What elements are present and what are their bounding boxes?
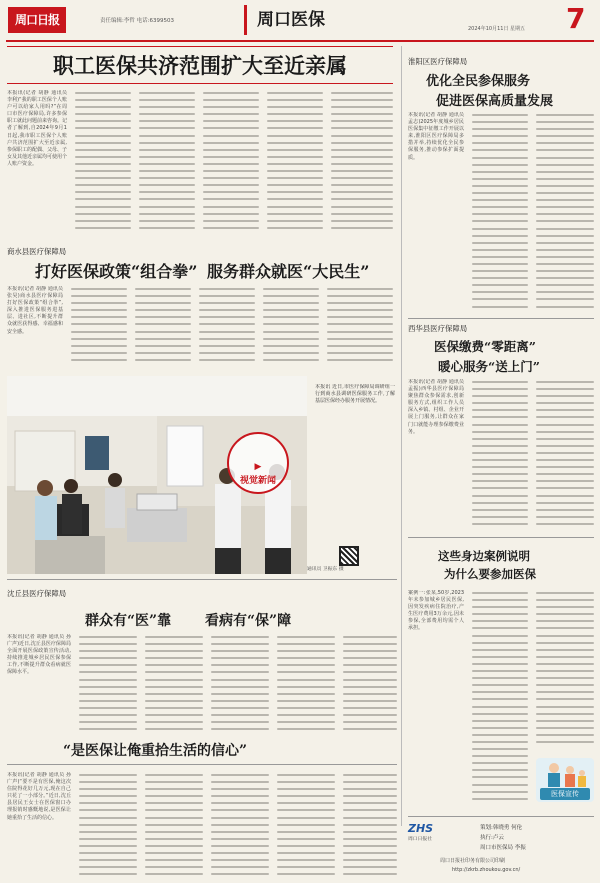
main-article	[7, 46, 397, 242]
main-text-col-2	[75, 92, 131, 238]
masthead-rule	[6, 40, 594, 42]
page-title-bar	[244, 5, 340, 35]
main-lead: 本报讯(记者 胡静 通讯员 李利)“我的职工医保个人账户可以给家人用吗?”在周口市医疗保障局,许多参保职工就此问题前来咨询。记者了解到,自2024年9月1日起,我市职工医保个人账户共济范围扩大至近亲属,参保职工的配偶、父母、子女及其他近亲属均可使用个人账户资金。	[7, 90, 67, 167]
photo-credit: 通讯员 卫振东 摄	[307, 567, 344, 572]
issue-date: 2024年10月11日 星期五	[468, 26, 526, 32]
xihua-dept: 西华县医疗保障局	[408, 324, 468, 333]
news-photo	[7, 376, 307, 574]
video-news-badge[interactable]	[227, 432, 289, 494]
shangshui-title-1: 打好医保政策“组合拳”	[35, 262, 198, 281]
shangshui-text-col-6	[327, 288, 393, 368]
footer-copy-line: 周口市医保局 李振	[480, 845, 526, 851]
main-text-col-4	[203, 92, 259, 238]
footer-box	[408, 816, 594, 878]
main-title-box	[7, 46, 393, 84]
faith-text-col-5	[277, 774, 335, 878]
xihua-title-2: 暖心服务“送上门”	[438, 359, 540, 374]
page-number: 7	[566, 2, 586, 35]
huaiyang-article	[408, 56, 594, 314]
newspaper-logo: 周口日报	[8, 7, 66, 33]
footer-org: 周口日报社	[408, 837, 432, 842]
faith-text-col-4	[211, 774, 269, 878]
faith-text-col-3	[145, 774, 203, 878]
huaiyang-title-1: 优化全民参保服务	[426, 74, 531, 89]
footer-logo	[408, 823, 454, 843]
shenqiu-text-col-4	[211, 636, 269, 736]
huaiyang-lead: 本报讯(记者 胡静 通讯员 孟志)2025年度城乡居民医保集中征缴工作开展以来,淮阳区医疗保障局多措并举,持续优化全民参保服务,推动参保扩面提质。	[408, 112, 464, 161]
column-divider	[401, 46, 402, 826]
cases-text-col-3	[536, 592, 594, 752]
footer-editor-line: 策划:韩晓勇 何伦	[480, 825, 523, 831]
huaiyang-title-2: 促进医保高质量发展	[436, 94, 554, 109]
footer-proof-line: 执行:卢云	[480, 835, 504, 841]
editor-info: 责任编辑:李哲 电话:6399503	[100, 18, 174, 24]
shenqiu-title-1: 群众有“医”靠	[85, 613, 172, 629]
faith-text-col-2	[79, 774, 137, 878]
section-rule-cases	[408, 537, 594, 538]
shenqiu-lead: 本报讯(记者 胡静 通讯员 孙广声)近日,沈丘县医疗保障局全面开展医保政策宣传活动,持续推进城乡居民医保参保工作,不断提升群众看病就医保障水平。	[7, 634, 71, 676]
shenqiu-text-col-2	[79, 636, 137, 736]
main-text-col-3	[139, 92, 195, 238]
shenqiu-text-col-3	[145, 636, 203, 736]
main-text-col-6	[331, 92, 393, 238]
shangshui-title-2: 服务群众就医“大民生”	[207, 262, 370, 281]
shangshui-text-col-5	[263, 288, 319, 368]
shangshui-text-col-2	[71, 288, 127, 368]
section-rule-shenqiu	[7, 579, 397, 580]
shangshui-article	[7, 246, 397, 574]
faith-article	[7, 740, 397, 880]
shenqiu-text-col-6	[343, 636, 397, 736]
huaiyang-dept: 淮阳区医疗保障局	[408, 57, 468, 66]
family-illustration-icon	[536, 758, 594, 788]
shenqiu-article	[7, 588, 397, 738]
main-text-col-5	[267, 92, 323, 238]
shenqiu-text-col-5	[277, 636, 335, 736]
page-title: 周口医保	[257, 10, 325, 30]
faith-text-col-6	[343, 774, 397, 878]
faith-title: “是医保让俺重拾生活的信心”	[63, 743, 248, 759]
xihua-text-col-2	[472, 381, 528, 531]
huaiyang-text-col-3	[536, 114, 594, 312]
footer-logo-mark: ZHS	[408, 822, 434, 835]
xihua-title-1: 医保缴费“零距离”	[434, 339, 536, 354]
xihua-text-col-3	[536, 381, 594, 531]
shenqiu-dept: 沈丘县医疗保障局	[7, 589, 67, 598]
cases-title-2: 为什么要参加医保	[444, 567, 536, 581]
shangshui-text-col-3	[135, 288, 191, 368]
cases-lead: 案例一:张某,50岁,2023年未参加城乡居民医保,因突发疾病住院治疗,产生医疗费用3万余元,因未参保,全部费用均需个人承担。	[408, 590, 464, 632]
main-title: 职工医保共济范围扩大至近亲属	[53, 53, 347, 78]
footer-press: 周口日报社印务有限公司印刷	[440, 858, 506, 864]
footer-url[interactable]: http://zkrb.zhoukou.gov.cn/	[452, 867, 521, 873]
masthead	[0, 0, 600, 40]
faith-lead: 本报讯(记者 胡静 通讯员 孙广声)“要不是有医保,俺这次住院得花好几万元,现在自己只花了一小部分。”近日,沈丘县居民王女士在医保窗口办理报销时感慨地说,是医保让她重拾了生活的信心。	[7, 772, 71, 821]
cases-text-col-2	[472, 592, 528, 808]
xihua-article	[408, 323, 594, 533]
play-icon: ▶	[254, 462, 262, 472]
section-rule-xihua	[408, 318, 594, 319]
shangshui-text-col-4	[199, 288, 255, 368]
medical-insurance-promo-badge	[536, 758, 594, 802]
shangshui-lead: 本报讯(记者 胡静 通讯员 张昊)商水县医疗保障局打好医保政策“组合拳”,深入推进医保服务进基层、进社区,不断提升群众就医获得感、幸福感和安全感。	[7, 286, 63, 335]
faith-title-rule	[7, 764, 397, 765]
cases-title-1: 这些身边案例说明	[438, 549, 530, 563]
cases-article	[408, 542, 594, 812]
xihua-lead: 本报讯(记者 胡静 通讯员 孟振)西华县医疗保障局聚焦群众参保需求,创新服务方式,组织工作人员深入乡镇、村组、企业开展上门服务,让群众在家门口就能办理参保缴费业务。	[408, 379, 464, 435]
huaiyang-text-col-2	[472, 114, 528, 312]
video-news-label: 视觉新闻	[239, 476, 276, 486]
shenqiu-title-2: 看病有“保”障	[205, 613, 292, 629]
photo-caption: 本报讯 近日,市医疗保障局调研组一行到商水县调研医保服务工作,了解基层医保经办服务开展情况。	[315, 384, 395, 405]
qr-code[interactable]	[339, 546, 359, 566]
shangshui-dept: 商水县医疗保障局	[7, 247, 67, 256]
promo-badge-label: 医保宣传	[540, 788, 590, 800]
